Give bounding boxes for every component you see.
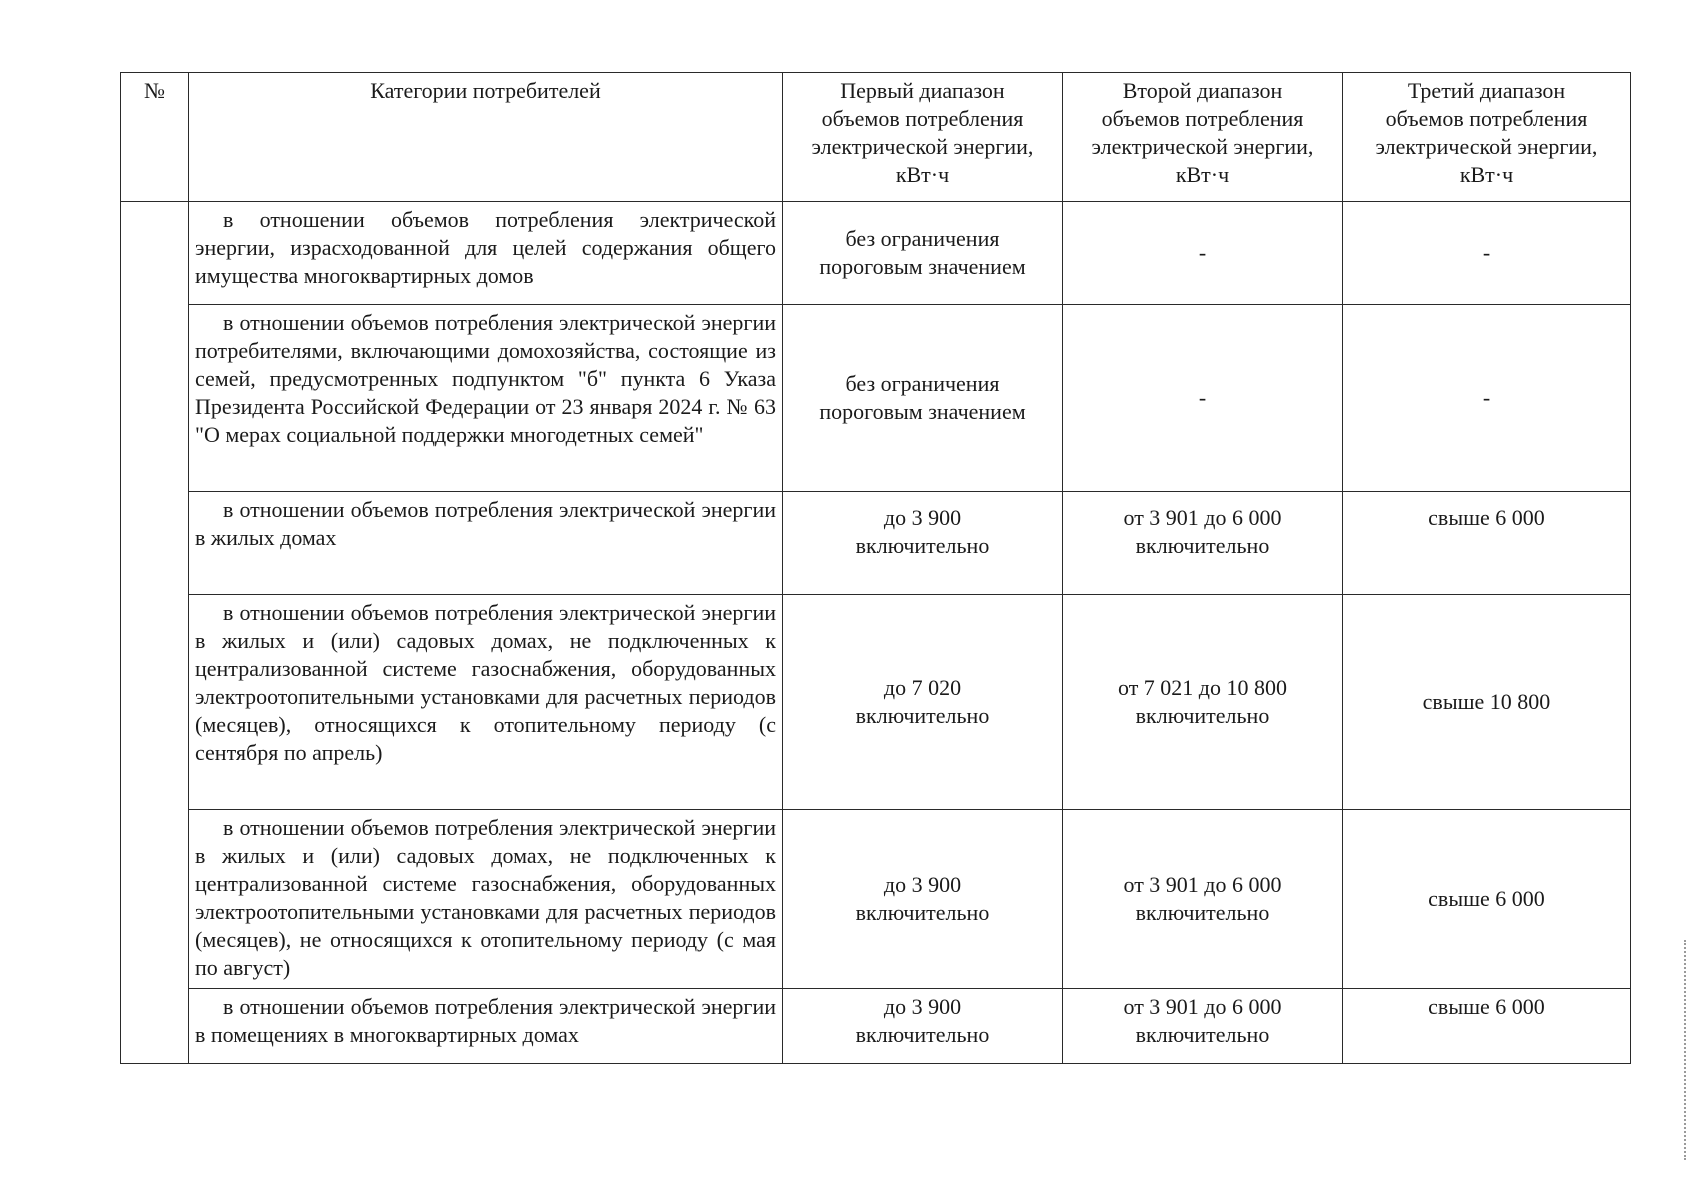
second-range-cell [1063, 810, 1343, 989]
header-first-range-line: объемов потребления [821, 106, 1024, 131]
first-range-value: включительно [855, 703, 990, 728]
category-cell: в отношении объемов потребления электрической энергии в жилых и (или) садовых домах, не подключенных к централизованной системе газоснабжения, оборудованных электроотопительными установками для расчетных периодов (месяцев), не относящихся к отопительному периоду (с мая по август) [189, 810, 783, 989]
first-range-cell [783, 595, 1063, 810]
header-third-range-line: Третий диапазон [1407, 78, 1566, 103]
first-range-cell [783, 305, 1063, 492]
table-row [121, 305, 1631, 492]
first-range-value: до 3 900 [883, 994, 962, 1019]
second-range-cell [1063, 492, 1343, 595]
table-row [121, 202, 1631, 305]
first-range-value: до 3 900 [883, 505, 962, 530]
second-range-value: включительно [1135, 900, 1270, 925]
header-second-range-unit: кВт·ч [1175, 162, 1230, 187]
second-range-value: включительно [1135, 1022, 1270, 1047]
second-range-value: включительно [1135, 533, 1270, 558]
first-range-value: включительно [855, 533, 990, 558]
first-range-value: без ограничения [845, 226, 1000, 251]
first-range-value: без ограничения [845, 371, 1000, 396]
header-third-range-line: электрической энергии, [1375, 134, 1598, 159]
first-range-value: до 3 900 [883, 872, 962, 897]
third-range-cell: свыше 6 000 [1343, 492, 1631, 595]
third-range-cell: свыше 6 000 [1343, 989, 1631, 1064]
consumption-ranges-table [120, 72, 1631, 1064]
header-second-range-line: электрической энергии, [1091, 134, 1314, 159]
second-range-cell [1063, 989, 1343, 1064]
category-cell: в отношении объемов потребления электрической энергии в жилых и (или) садовых домах, не подключенных к централизованной системе газоснабжения, оборудованных электроотопительными установками для расчетных периодов (месяцев), относящихся к отопительному периоду (с сентября по апрель) [189, 595, 783, 810]
second-range-value: от 3 901 до 6 000 [1123, 505, 1282, 530]
second-range-value: от 3 901 до 6 000 [1123, 994, 1282, 1019]
header-third-range-line: объемов потребления [1385, 106, 1588, 131]
first-range-cell [783, 202, 1063, 305]
second-range-value: включительно [1135, 703, 1270, 728]
category-cell: в отношении объемов потребления электрической энергии, израсходованной для целей содержания общего имущества многоквартирных домов [189, 202, 783, 305]
first-range-cell [783, 989, 1063, 1064]
second-range-cell [1063, 595, 1343, 810]
third-range-cell: свыше 6 000 [1343, 810, 1631, 989]
first-range-value: пороговым значением [819, 399, 1026, 424]
second-range-cell: - [1063, 202, 1343, 305]
header-third-range [1343, 73, 1631, 202]
third-range-cell: - [1343, 202, 1631, 305]
header-first-range-line: Первый диапазон [840, 78, 1005, 103]
second-range-value: от 3 901 до 6 000 [1123, 872, 1282, 897]
header-first-range [783, 73, 1063, 202]
header-second-range-line: Второй диапазон [1122, 78, 1283, 103]
header-first-range-unit: кВт·ч [895, 162, 950, 187]
second-range-cell: - [1063, 305, 1343, 492]
category-cell: в отношении объемов потребления электрической энергии потребителями, включающими домохозяйства, состоящие из семей, предусмотренных подпунктом "б" пункта 6 Указа Президента Российской Федерации от 23 января 2024 г. № 63 "О мерах социальной поддержки многодетных семей" [189, 305, 783, 492]
header-second-range-line: объемов потребления [1101, 106, 1304, 131]
header-third-range-unit: кВт·ч [1459, 162, 1514, 187]
category-cell: в отношении объемов потребления электрической энергии в помещениях в многоквартирных домах [189, 989, 783, 1064]
first-range-value: включительно [855, 900, 990, 925]
table-header-row [121, 73, 1631, 202]
third-range-cell: свыше 10 800 [1343, 595, 1631, 810]
row-number-cell [121, 202, 189, 1064]
scan-edge-artifact [1684, 940, 1690, 1160]
first-range-cell [783, 810, 1063, 989]
table-row [121, 989, 1631, 1064]
category-cell: в отношении объемов потребления электрической энергии в жилых домах [189, 492, 783, 595]
first-range-cell [783, 492, 1063, 595]
table-row [121, 595, 1631, 810]
header-consumer-categories: Категории потребителей [189, 73, 783, 202]
header-first-range-line: электрической энергии, [811, 134, 1034, 159]
table-row [121, 810, 1631, 989]
first-range-value: до 7 020 [883, 675, 962, 700]
second-range-value: от 7 021 до 10 800 [1117, 675, 1288, 700]
header-number: № [121, 73, 189, 202]
first-range-value: включительно [855, 1022, 990, 1047]
table-row [121, 492, 1631, 595]
header-second-range [1063, 73, 1343, 202]
first-range-value: пороговым значением [819, 254, 1026, 279]
third-range-cell: - [1343, 305, 1631, 492]
